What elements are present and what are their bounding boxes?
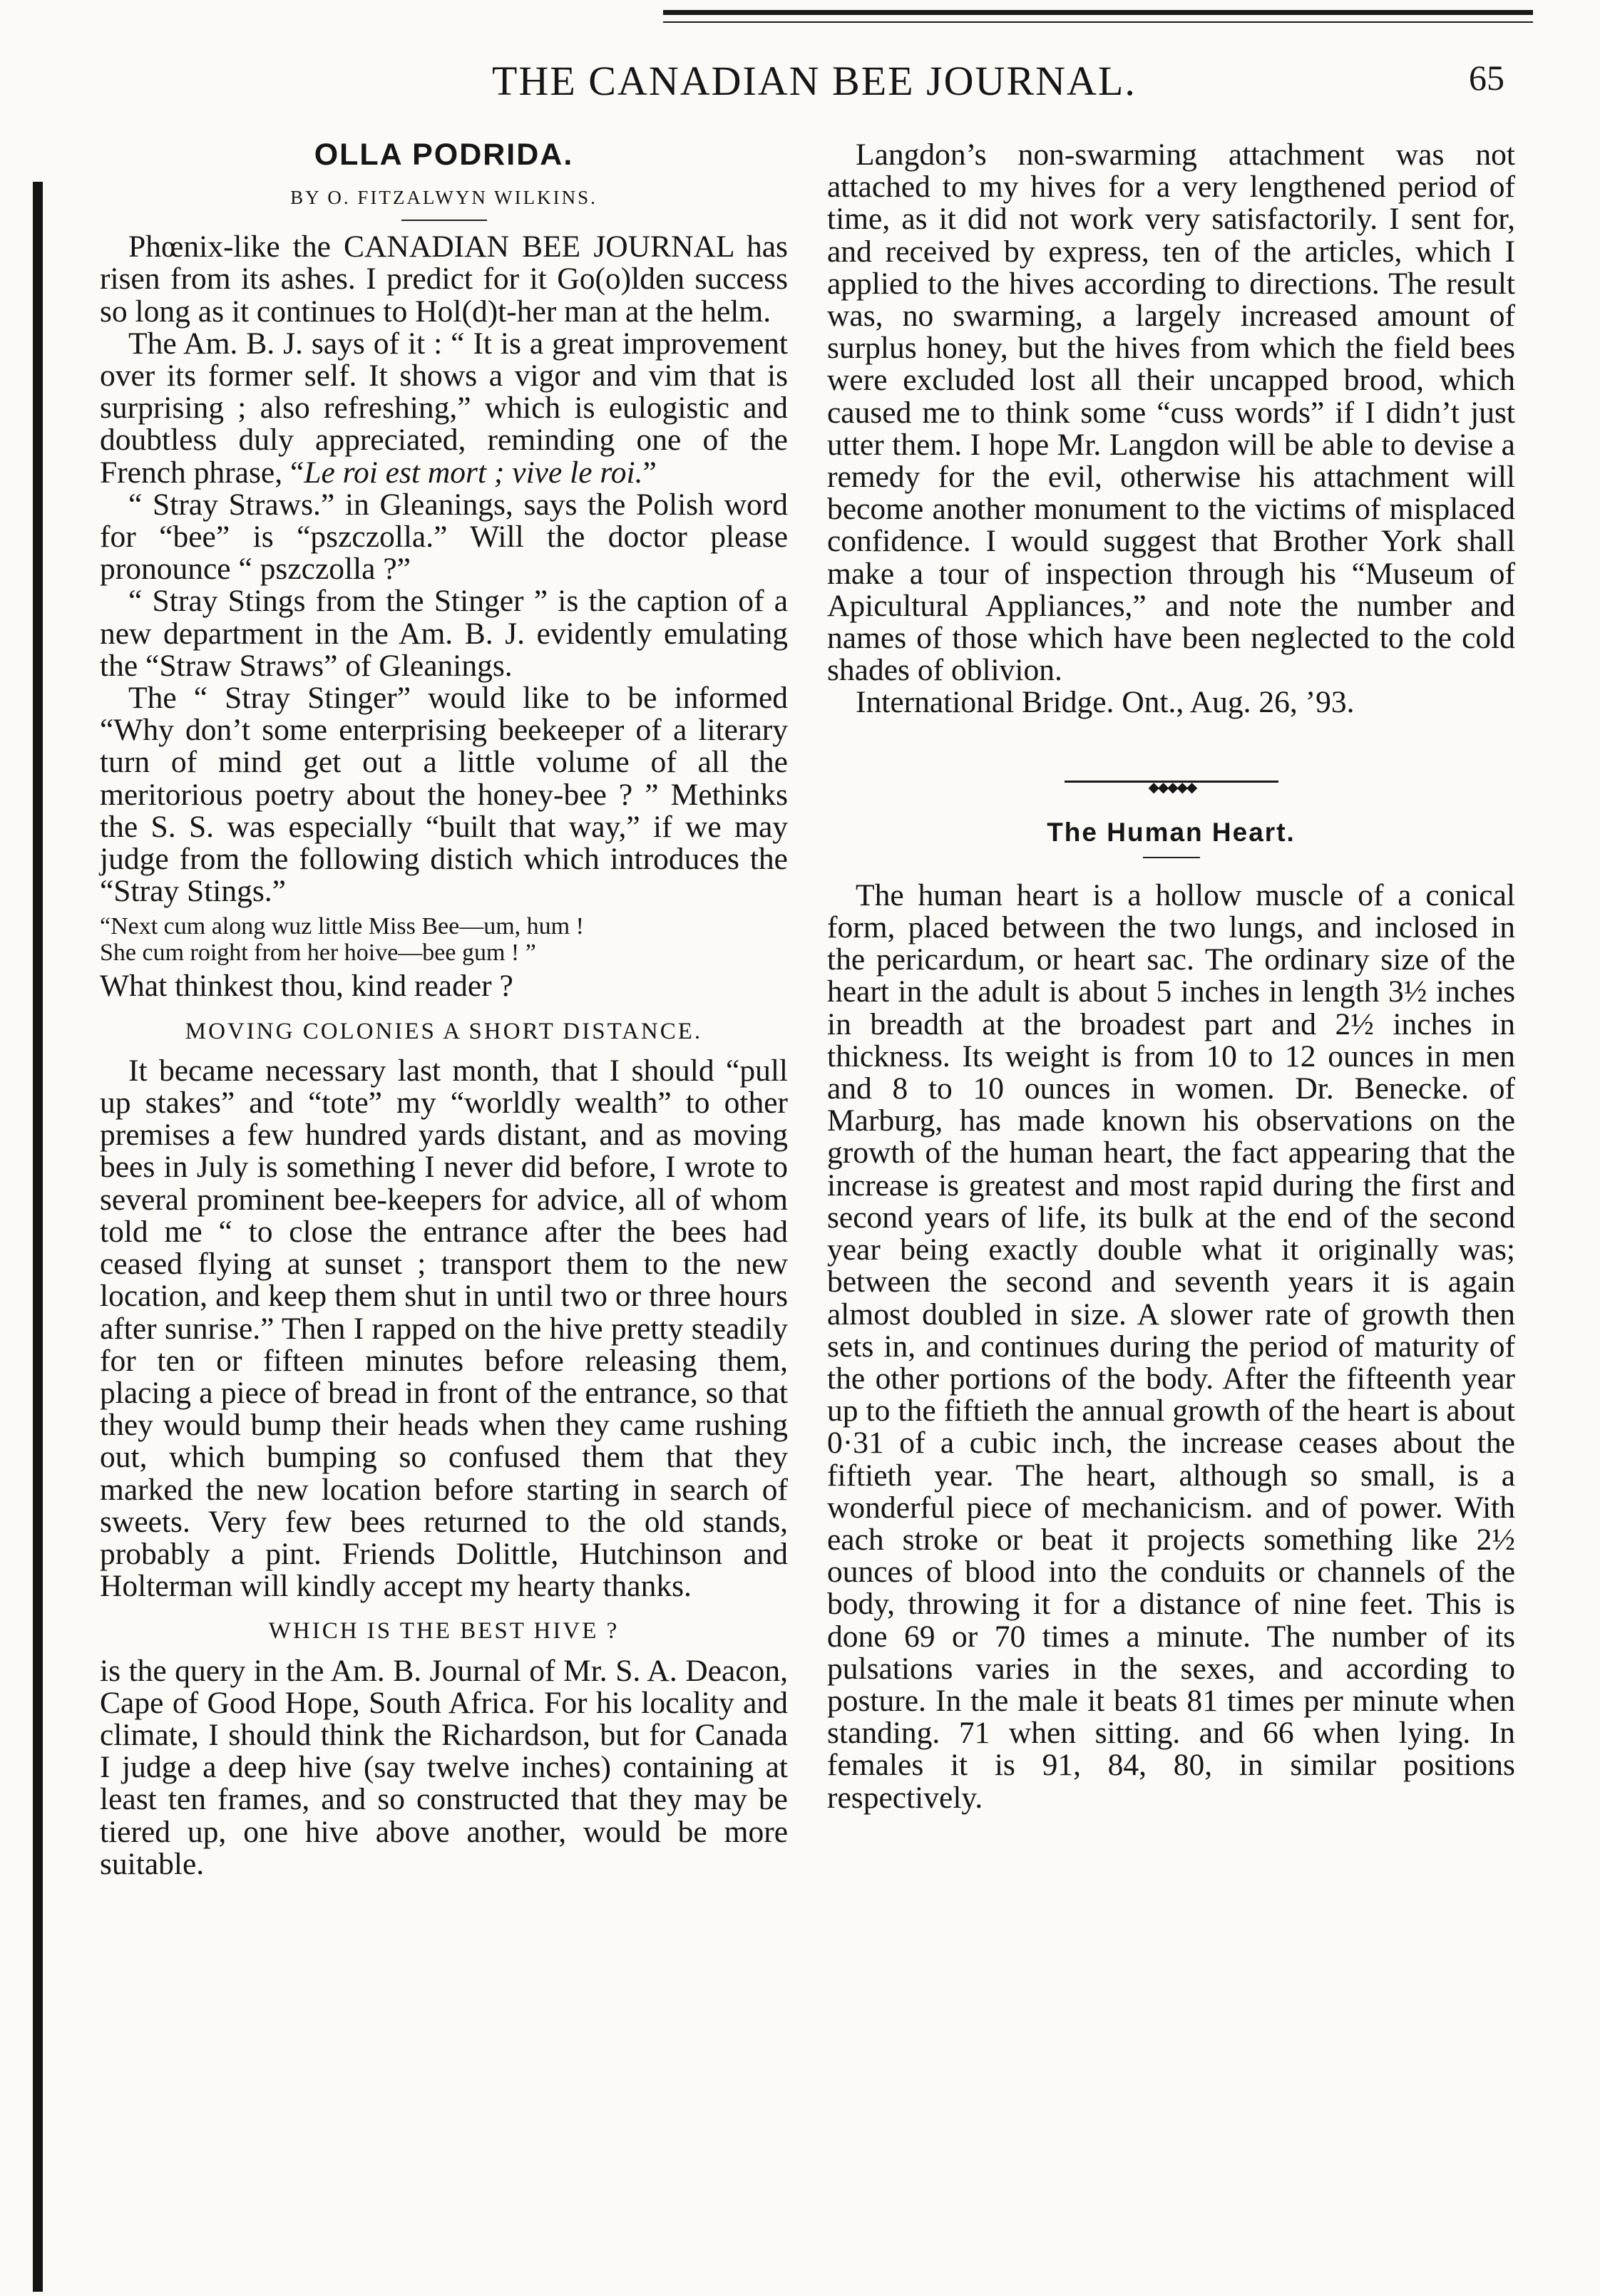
article-title-human-heart: The Human Heart. — [1047, 817, 1296, 847]
quote-line: She cum roight from her hoive—bee gum ! ” — [100, 939, 536, 967]
distich-quote — [100, 913, 788, 966]
quote-line: “Next cum along wuz little Miss Bee—um, hum ! — [100, 913, 584, 940]
olla-paragraph: “ Stray Stings from the Stinger ” is the caption of a new department in the Am. B. J. evidently emulating the “Straw Straws” of Gleanings. — [100, 584, 788, 683]
top-rule-thin — [663, 21, 1533, 23]
section-divider-ornament: ◆◆◆◆◆ — [1065, 776, 1278, 788]
moving-paragraph: It became necessary last month, that I should “pull up stakes” and “tote” my “worldly wealth” to other premises a few hundred yards distant, and as moving bees in July is something I never did before, I wrote to several prominent bee-keepers for advice, all of whom told me “ to close the entrance after the bees had ceased flying at sunset ; transport them to the new location, and keep them shut in until two or three hours after sunrise.” Then I rapped on the hive pretty steadily for ten or fifteen minutes before releasing them, placing a piece of bread in front of the entrance, so that they would bump their heads when they came rushing out, which bumping so confused them that they marked the new location before starting in search of sweets. Very few bees returned to the old stands, probably a pint. Friends Dolittle, Hutchinson and Holterman will kindly accept my hearty thanks. — [100, 1053, 788, 1604]
olla-paragraph: The Am. B. J. says of it : “ It is a great improvement over its former self. It shows a vigor and vim that is surprising ; also refreshing,” which is eulogistic and doubtless duly appreciated, reminding one of the French phrase, “Le roi est mort ; vive le roi.” — [100, 326, 788, 490]
olla-paragraph: Phœnix-like the CANADIAN BEE JOURNAL has risen from its ashes. I predict for it Go(o)lden success so long as it continues to Hol(d)t-her man at the helm. — [100, 230, 788, 329]
hive-paragraph: is the query in the Am. B. Journal of Mr. S. A. Deacon, Cape of Good Hope, South Africa. For his locality and climate, I should think the Richardson, but for Canada I judge a deep hive (say twelve inches) containing at least ten frames, and so constructed that they may be tiered up, one hive above another, would be more suitable. — [100, 1653, 788, 1881]
langdon-paragraph: Langdon’s non-swarming attachment was not attached to my hives for a very lengthened period of time, as it did not work very satisfactorily. I sent for, and received by express, ten of the articles, which I applied to the hives according to directions. The result was, no swarming, a largely increased amount of surplus honey, but the hives from which the field bees were excluded lost all their uncapped brood, which caused me to think some “cuss words” if I didn’t just utter them. I hope Mr. Langdon will be able to devise a remedy for the evil, otherwise his attachment will become another monument to the victims of misplaced confidence. I would suggest that Brother York shall make a tour of inspection through his “Museum of Apicultural Appliances,” and note the number and names of those which have been neglected to the cold shades of oblivion. — [827, 138, 1515, 688]
olla-paragraph: What thinkest thou, kind reader ? — [100, 969, 513, 1004]
olla-paragraph: “ Stray Straws.” in Gleanings, says the Polish word for “bee” is “pszczolla.” Will the doctor please pronounce “ pszczolla ?” — [100, 487, 788, 587]
byline: BY O. FITZALWYN WILKINS. — [290, 187, 598, 208]
byline-rule — [401, 220, 487, 221]
article-title-olla-podrida: OLLA PODRIDA. — [314, 138, 574, 172]
page-number: 65 — [1469, 58, 1504, 98]
french-phrase: Le roi est mort ; vive le roi. — [304, 455, 643, 490]
binding-edge — [33, 182, 43, 2292]
top-rule — [663, 10, 1533, 15]
right-column — [827, 139, 1515, 1814]
page-header — [0, 57, 1600, 114]
dateline-signature: International Bridge. Ont., Aug. 26, ’93. — [856, 685, 1355, 720]
journal-title: THE CANADIAN BEE JOURNAL. — [492, 58, 1137, 104]
heart-paragraph: The human heart is a hollow muscle of a conical form, placed between the two lungs, and inclosed in the pericardum, or heart sac. The ordinary size of the heart in the adult is about 5 inches in length 3½ inches in breadth at the broadest part and 2½ inches in thickness. Its weight is from 10 to 12 ounces in men and 8 to 10 ounces in women. Dr. Benecke. of Marburg, has made known his observations on the growth of the human heart, the fact appearing that the increase is greatest and most rapid during the first and second years of life, its bulk at the end of the second year being exactly double what it originally was; between the second and seventh years it is again almost doubled in size. A slower rate of growth then sets in, and continues during the period of maturity of the other portions of the body. After the fifteenth year up to the fiftieth the annual growth of the heart is about 0·31 of a cubic inch, the increase ceases about the fiftieth year. The heart, although so small, is a wonderful piece of mechanicism. and of power. With each stroke or beat it projects something like 2½ ounces of blood into the conduits or channels of the body, throwing it for a distance of nine feet. This is done 69 or 70 times a minute. The number of its pulsations varies in the sexes, and according to posture. In the male it beats 81 times per minute when standing. 71 when sitting. and 66 when lying. In females it is 91, 84, 80, in similar positions respectively. — [827, 877, 1515, 1815]
title-rule — [1143, 857, 1200, 858]
olla-paragraph: The “ Stray Stinger” would like to be informed “Why don’t some enterprising beekeeper of a literary turn of mind get out a little volume of all the meritorious poetry about the honey-bee ? ” Methinks the S. S. was especially “built that way,” if we may judge from the following distich which introduces the “Stray Stings.” — [100, 681, 788, 909]
left-column — [100, 139, 788, 1880]
subheading-best-hive: WHICH IS THE BEST HIVE ? — [268, 1618, 620, 1644]
subheading-moving-colonies: MOVING COLONIES A SHORT DISTANCE. — [185, 1018, 703, 1044]
